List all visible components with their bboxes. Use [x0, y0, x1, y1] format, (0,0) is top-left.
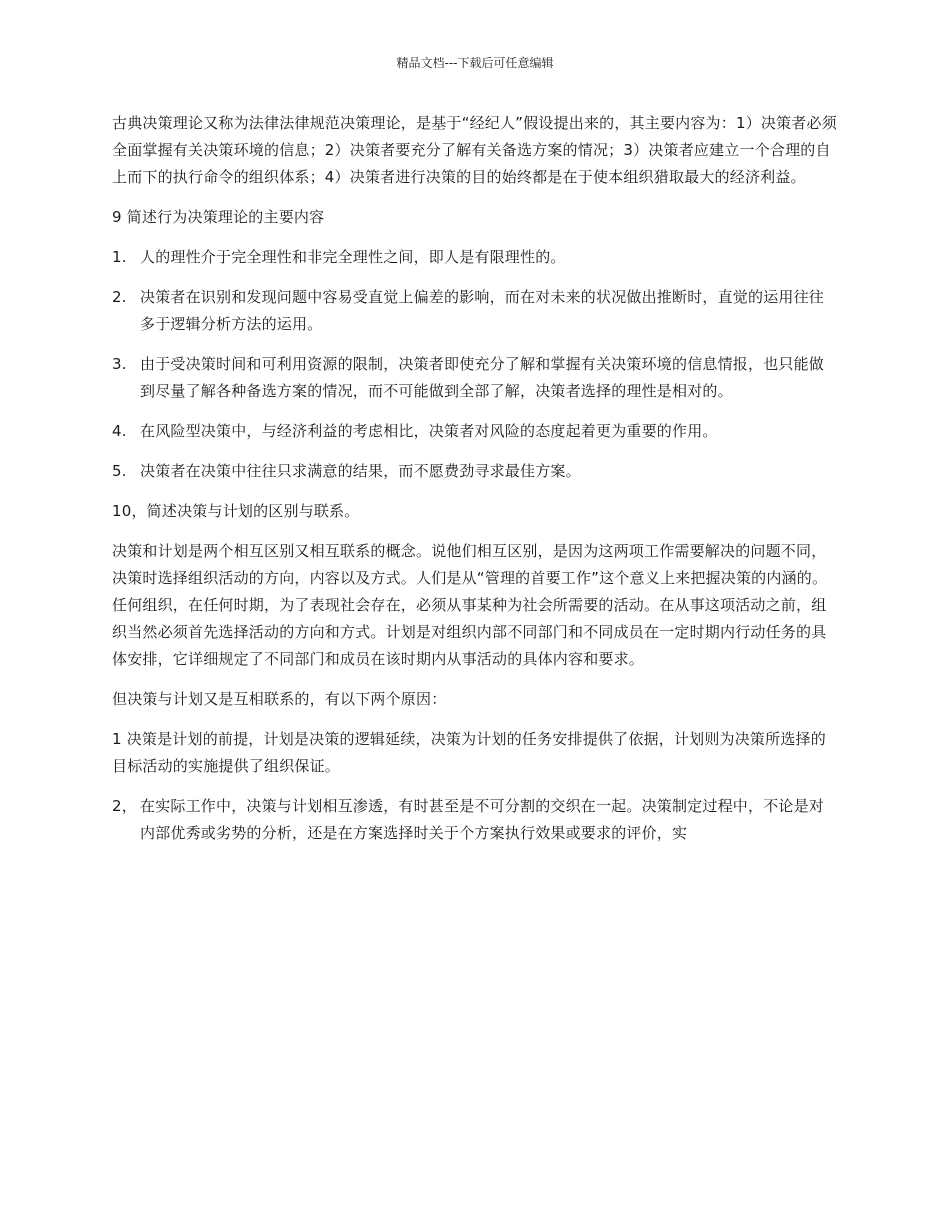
section-10-paragraph-2: 但决策与计划又是互相联系的，有以下两个原因： [112, 690, 447, 708]
intro-paragraph: 古典决策理论又称为法律法律规范决策理论，是基于“经纪人”假设提出来的，其主要内容为：1）决策者必须全面掌握有关决策环境的信息；2）决策者要充分了解有关备选方案的情况；3）决策者应建立一个合理的自上而下的执行命令的组织体系；4）决策者进行决策的目的始终都是在于使本组织猎取最大的经济利益。 [112, 114, 837, 186]
list-item [112, 351, 837, 405]
page-header: 精品文档---下载后可任意编辑 [396, 56, 554, 70]
list-item-number: 3. [112, 355, 127, 373]
list-item [112, 458, 837, 485]
list-item [112, 244, 837, 271]
list-item-number: 1. [112, 248, 127, 266]
list-item-number: 5. [112, 462, 127, 480]
section-10-heading: 10，简述决策与计划的区别与联系。 [112, 502, 360, 520]
list-item-number: 2. [112, 288, 127, 306]
list-item [112, 284, 837, 338]
list-item-text: 决策者在决策中往往只求满意的结果，而不愿费劲寻求最佳方案。 [140, 462, 581, 480]
list-item-text: 决策者在识别和发现问题中容易受直觉上偏差的影响，而在对未来的状况做出推断时，直觉的运用往往多于逻辑分析方法的运用。 [140, 288, 825, 333]
reason-2-text: 在实际工作中，决策与计划相互渗透，有时甚至是不可分割的交织在一起。决策制定过程中，不论是对内部优秀或劣势的分析，还是在方案选择时关于个方案执行效果或要求的评价，实 [140, 797, 825, 842]
list-item-text: 在风险型决策中，与经济利益的考虑相比，决策者对风险的态度起着更为重要的作用。 [140, 422, 718, 440]
reason-2-number: 2， [112, 797, 137, 815]
section-9-heading: 9 简述行为决策理论的主要内容 [112, 208, 325, 226]
list-item-number: 4. [112, 422, 127, 440]
document-body [112, 110, 837, 860]
list-item-text: 人的理性介于完全理性和非完全理性之间，即人是有限理性的。 [140, 248, 566, 266]
section-10-paragraph-1: 决策和计划是两个相互区别又相互联系的概念。说他们相互区别，是因为这两项工作需要解决的问题不同，决策时选择组织活动的方向，内容以及方式。人们是从“管理的首要工作”这个意义上来把握决策的内涵的。任何组织，在任何时期，为了表现社会存在，必须从事某种为社会所需要的活动。在从事这项活动之前，组织当然必须首先选择活动的方向和方式。计划是对组织内部不同部门和不同成员在一定时期内行动任务的具体安排，它详细规定了不同部门和成员在该时期内从事活动的具体内容和要求。 [112, 542, 828, 668]
reason-2-item [112, 793, 837, 847]
list-item-text: 由于受决策时间和可利用资源的限制，决策者即使充分了解和掌握有关决策环境的信息情报，也只能做到尽量了解各种备选方案的情况，而不可能做到全部了解，决策者选择的理性是相对的。 [140, 355, 825, 400]
list-item [112, 418, 837, 445]
reason-1-paragraph: 1 决策是计划的前提，计划是决策的逻辑延续，决策为计划的任务安排提供了依据，计划则为决策所选择的目标活动的实施提供了组织保证。 [112, 730, 826, 775]
